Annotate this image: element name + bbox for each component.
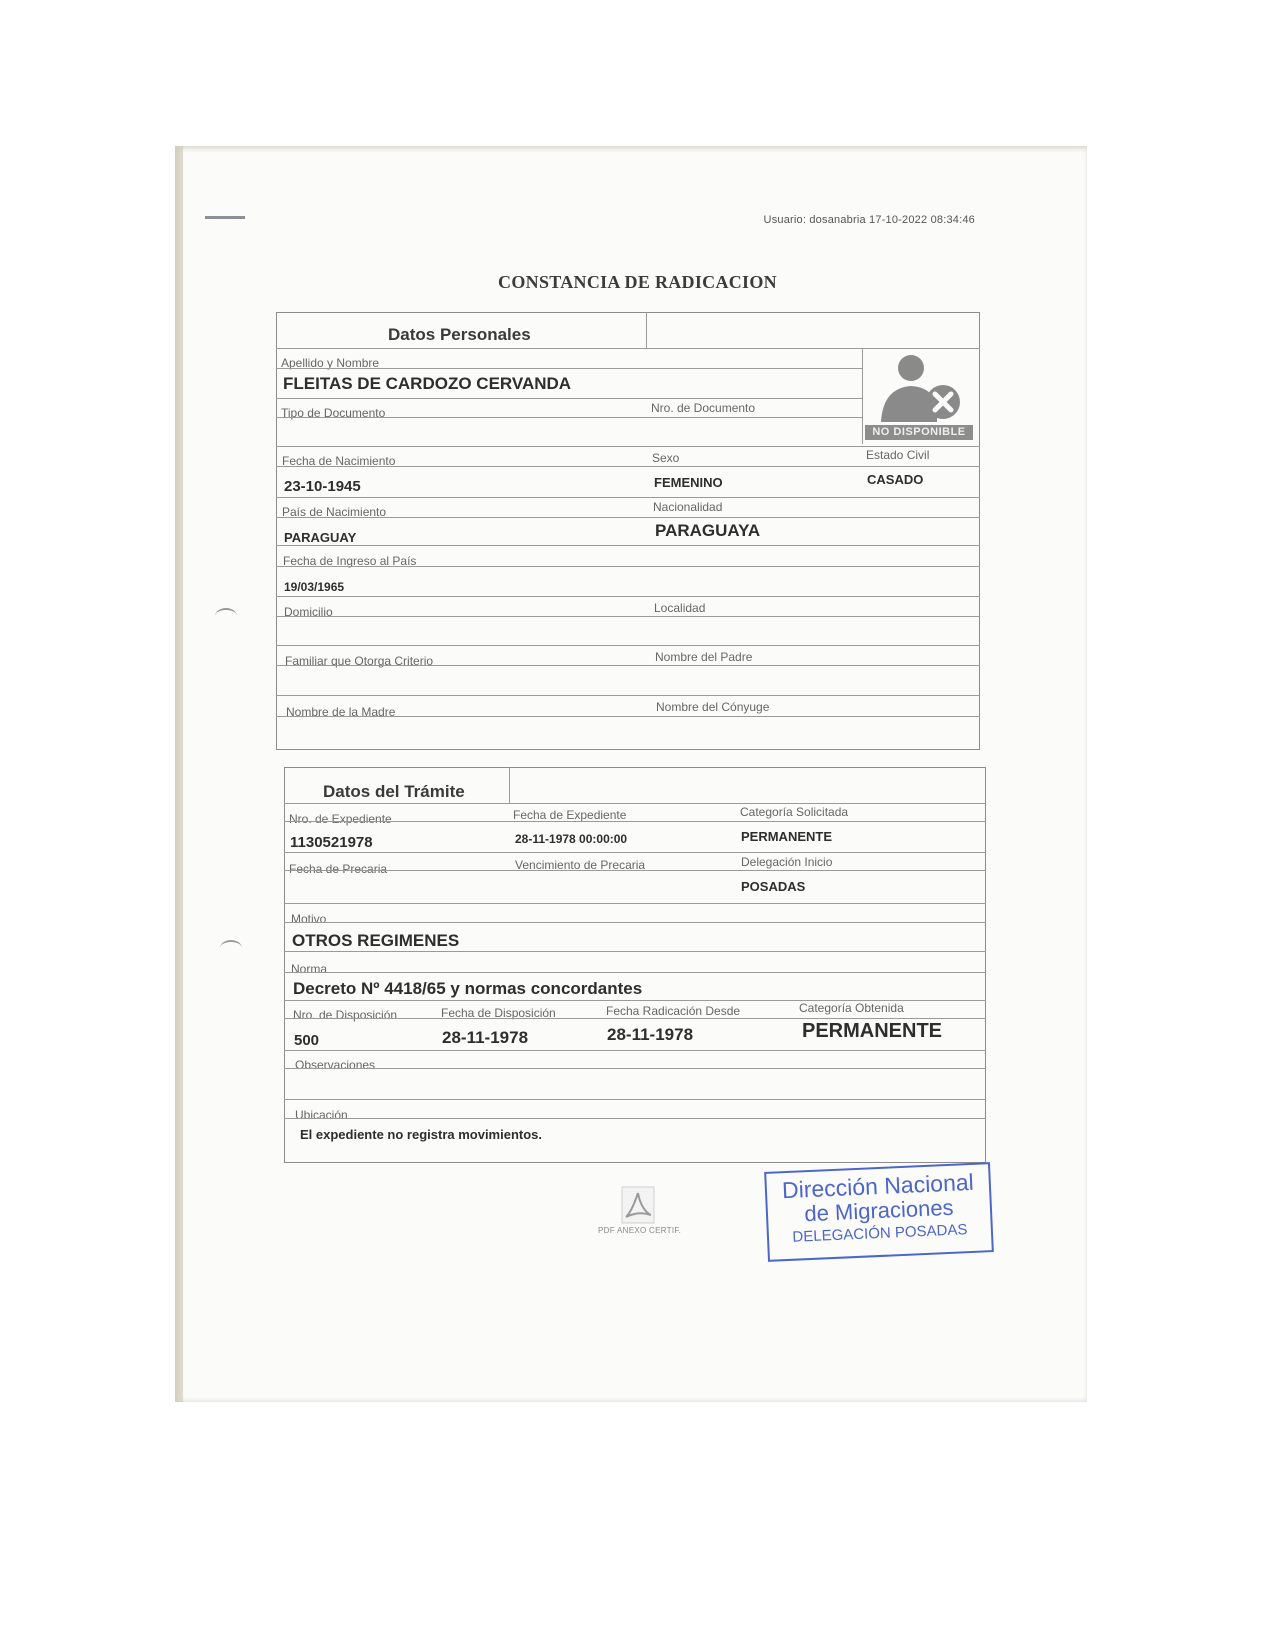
fecha-disposicion-label: Fecha de Disposición [441,1006,556,1020]
nro-disposicion-label: Nro. de Disposición [293,1008,398,1022]
pais-nacimiento-value: PARAGUAY [284,530,357,545]
apellido-label: Apellido y Nombre [281,356,380,370]
pdf-caption: PDF ANEXO CERTIF. [598,1226,682,1235]
official-stamp [764,1162,994,1262]
apellido-value: FLEITAS DE CARDOZO CERVANDA [283,374,572,393]
document-title: CONSTANCIA DE RADICACION [498,272,777,292]
estado-civil-label: Estado Civil [866,448,930,462]
sexo-value: FEMENINO [654,475,723,490]
nombre-padre-label: Nombre del Padre [655,650,753,664]
fecha-precaria-label: Fecha de Precaria [289,862,388,876]
nro-disposicion-value: 500 [294,1032,320,1049]
estado-civil-value: CASADO [867,472,924,487]
stamp-line-2: de Migraciones [803,1194,955,1227]
motivo-label: Motivo [291,912,327,926]
section-title-tramite: Datos del Trámite [323,782,465,801]
fecha-ingreso-label: Fecha de Ingreso al País [283,554,417,568]
fecha-expediente-value: 28-11-1978 00:00:00 [515,832,628,846]
nombre-madre-label: Nombre de la Madre [286,705,396,719]
punch-hole [215,608,237,624]
stamp-line-1: Dirección Nacional [781,1168,975,1204]
tipo-documento-label: Tipo de Documento [281,406,386,420]
nro-expediente-label: Nro. de Expediente [289,812,392,826]
categoria-obtenida-label: Categoría Obtenida [799,1001,904,1015]
fecha-nacimiento-value: 23-10-1945 [284,478,361,495]
ubicacion-value: El expediente no registra movimientos. [300,1127,543,1142]
fecha-expediente-label: Fecha de Expediente [513,808,627,822]
fecha-radicacion-value: 28-11-1978 [607,1025,694,1044]
delegacion-inicio-label: Delegación Inicio [741,855,833,869]
nro-documento-label: Nro. de Documento [651,401,756,415]
domicilio-label: Domicilio [284,605,333,619]
norma-value: Decreto Nº 4418/65 y normas concordantes [293,979,643,998]
tramite-data-box [284,767,986,1163]
motivo-value: OTROS REGIMENES [292,931,460,950]
fecha-radicacion-label: Fecha Radicación Desde [606,1004,741,1018]
norma-label: Norma [291,962,328,976]
user-timestamp: Usuario: dosanabria 17-10-2022 08:34:46 [763,214,975,226]
nombre-conyuge-label: Nombre del Cónyuge [656,700,770,714]
nacionalidad-value: PARAGUAYA [655,521,761,540]
fecha-nacimiento-label: Fecha de Nacimiento [282,454,396,468]
fecha-disposicion-value: 28-11-1978 [442,1028,529,1047]
page-mark [205,216,245,219]
categoria-solicitada-label: Categoría Solicitada [740,805,849,819]
familiar-criterio-label: Familiar que Otorga Criterio [285,654,434,668]
photo-unavailable-badge: NO DISPONIBLE [865,425,973,440]
pais-nacimiento-label: País de Nacimiento [282,505,387,519]
sexo-label: Sexo [652,451,680,465]
nro-expediente-value: 1130521978 [290,834,373,851]
pdf-icon[interactable] [620,1185,656,1225]
categoria-obtenida-value: PERMANENTE [802,1020,943,1042]
section-title-personal: Datos Personales [388,325,531,344]
delegacion-inicio-value: POSADAS [741,879,806,894]
stamp-line-3: DELEGACIÓN POSADAS [792,1221,968,1246]
fecha-ingreso-value: 19/03/1965 [284,580,345,594]
localidad-label: Localidad [654,601,706,615]
punch-hole [220,940,242,956]
categoria-solicitada-value: PERMANENTE [741,829,833,844]
nacionalidad-label: Nacionalidad [653,500,723,514]
ubicacion-label: Ubicación [295,1108,348,1122]
vencimiento-precaria-label: Vencimiento de Precaria [515,858,646,872]
observaciones-label: Observaciones [295,1058,376,1072]
